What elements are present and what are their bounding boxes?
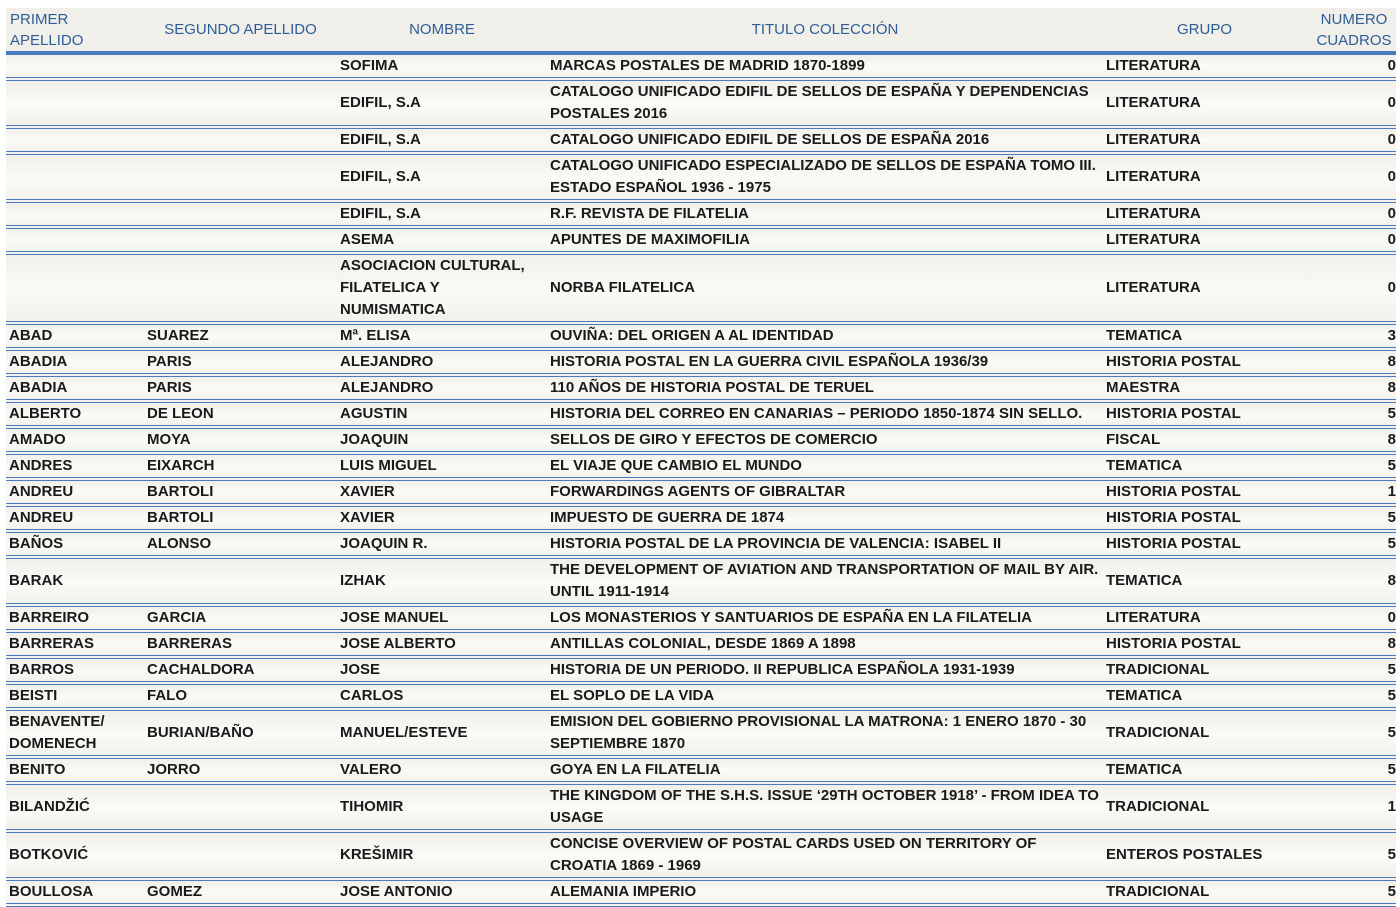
cell-nombre: SOFIMA [337, 53, 547, 79]
cell-grupo: LITERATURA [1103, 127, 1306, 153]
cell-segundo-apellido: BARTOLI [144, 479, 337, 505]
cell-primer-apellido: ANDREU [6, 505, 144, 531]
header-nombre: NOMBRE [337, 8, 547, 53]
cell-titulo: 110 AÑOS DE HISTORIA POSTAL DE TERUEL [547, 375, 1103, 401]
cell-segundo-apellido [144, 53, 337, 79]
cell-numero-cuadros: 0 [1306, 53, 1396, 79]
cell-segundo-apellido [144, 227, 337, 253]
cell-primer-apellido: BENITO [6, 757, 144, 783]
cell-titulo: HISTORIA DE UN PERIODO. II REPUBLICA ESPAÑOLA 1931-1939 [547, 657, 1103, 683]
cell-numero-cuadros: 0 [1306, 201, 1396, 227]
cell-numero-cuadros: 8 [1306, 631, 1396, 657]
cell-titulo: EMISION DEL GOBIERNO PROVISIONAL LA MATRONA: 1 ENERO 1870 - 30 SEPTIEMBRE 1870 [547, 709, 1103, 757]
cell-segundo-apellido: DE LEON [144, 401, 337, 427]
cell-titulo: MARCAS POSTALES DE MADRID 1870-1899 [547, 53, 1103, 79]
cell-primer-apellido: BARROS [6, 657, 144, 683]
cell-titulo: FORWARDINGS AGENTS OF GIBRALTAR [547, 479, 1103, 505]
cell-primer-apellido [6, 53, 144, 79]
cell-titulo: THE KINGDOM OF THE S.H.S. ISSUE ‘29TH OCTOBER 1918’ - FROM IDEA TO USAGE [547, 783, 1103, 831]
cell-grupo: LITERATURA [1103, 201, 1306, 227]
cell-primer-apellido: AMADO [6, 427, 144, 453]
cell-segundo-apellido: PARIS [144, 375, 337, 401]
cell-grupo: LITERATURA [1103, 79, 1306, 127]
cell-primer-apellido [6, 79, 144, 127]
cell-segundo-apellido: MOYA [144, 427, 337, 453]
cell-numero-cuadros: 5 [1306, 657, 1396, 683]
cell-numero-cuadros: 0 [1306, 127, 1396, 153]
cell-primer-apellido: BAÑOS [6, 531, 144, 557]
cell-grupo: TEMATICA [1103, 323, 1306, 349]
cell-grupo: TRADICIONAL [1103, 657, 1306, 683]
cell-nombre: JOAQUIN [337, 427, 547, 453]
cell-grupo: HISTORIA POSTAL [1103, 631, 1306, 657]
cell-nombre: EDIFIL, S.A [337, 153, 547, 201]
cell-segundo-apellido [144, 557, 337, 605]
table-row [6, 453, 1396, 479]
cell-titulo: CATALOGO UNIFICADO EDIFIL DE SELLOS DE ESPAÑA Y DEPENDENCIAS POSTALES 2016 [547, 79, 1103, 127]
cell-numero-cuadros: 5 [1306, 831, 1396, 879]
cell-nombre: JOSE ALBERTO [337, 631, 547, 657]
cell-titulo: IMPUESTO DE GUERRA DE 1874 [547, 505, 1103, 531]
cell-primer-apellido: BARREIRO [6, 605, 144, 631]
cell-nombre: JOSE [337, 657, 547, 683]
cell-primer-apellido: BARAK [6, 557, 144, 605]
cell-primer-apellido: ABADIA [6, 349, 144, 375]
cell-titulo: SELLOS DE GIRO Y EFECTOS DE COMERCIO [547, 427, 1103, 453]
cell-segundo-apellido [144, 253, 337, 323]
cell-titulo: APUNTES DE MAXIMOFILIA [547, 227, 1103, 253]
cell-segundo-apellido [144, 127, 337, 153]
cell-nombre: ASEMA [337, 227, 547, 253]
cell-segundo-apellido: FALO [144, 683, 337, 709]
cell-primer-apellido: ALBERTO [6, 401, 144, 427]
cell-primer-apellido: BOULLOSA [6, 879, 144, 905]
cell-grupo: TEMATICA [1103, 557, 1306, 605]
cell-numero-cuadros: 8 [1306, 557, 1396, 605]
table-row [6, 783, 1396, 831]
cell-segundo-apellido: CACHALDORA [144, 657, 337, 683]
cell-nombre: Mª. ELISA [337, 323, 547, 349]
table-row [6, 757, 1396, 783]
table-row [6, 79, 1396, 127]
cell-grupo: HISTORIA POSTAL [1103, 479, 1306, 505]
cell-titulo: CATALOGO UNIFICADO EDIFIL DE SELLOS DE ESPAÑA 2016 [547, 127, 1103, 153]
cell-grupo: ENTEROS POSTALES [1103, 831, 1306, 879]
cell-titulo: OUVIÑA: DEL ORIGEN A AL IDENTIDAD [547, 323, 1103, 349]
cell-numero-cuadros: 5 [1306, 757, 1396, 783]
cell-numero-cuadros: 0 [1306, 253, 1396, 323]
cell-grupo: TRADICIONAL [1103, 783, 1306, 831]
cell-grupo: LITERATURA [1103, 605, 1306, 631]
cell-nombre: EDIFIL, S.A [337, 201, 547, 227]
cell-segundo-apellido [144, 831, 337, 879]
cell-grupo: LITERATURA [1103, 53, 1306, 79]
header-primer-apellido: PRIMER APELLIDO [6, 8, 144, 53]
cell-numero-cuadros: 8 [1306, 349, 1396, 375]
cell-segundo-apellido [144, 153, 337, 201]
table-row [6, 505, 1396, 531]
cell-grupo: MAESTRA [1103, 375, 1306, 401]
cell-titulo: THE DEVELOPMENT OF AVIATION AND TRANSPORTATION OF MAIL BY AIR. UNTIL 1911-1914 [547, 557, 1103, 605]
cell-segundo-apellido: JORRO [144, 757, 337, 783]
cell-nombre: JOSE MANUEL [337, 605, 547, 631]
table-row [6, 557, 1396, 605]
table-row [6, 631, 1396, 657]
cell-segundo-apellido [144, 783, 337, 831]
cell-nombre: IZHAK [337, 557, 547, 605]
cell-primer-apellido: ABAD [6, 323, 144, 349]
table-body [6, 53, 1396, 905]
cell-primer-apellido [6, 227, 144, 253]
cell-grupo: TEMATICA [1103, 453, 1306, 479]
cell-primer-apellido: BENAVENTE/ DOMENECH [6, 709, 144, 757]
collections-table [6, 8, 1396, 907]
cell-nombre: TIHOMIR [337, 783, 547, 831]
cell-primer-apellido: BEISTI [6, 683, 144, 709]
cell-numero-cuadros: 5 [1306, 531, 1396, 557]
cell-grupo: LITERATURA [1103, 227, 1306, 253]
cell-segundo-apellido: GARCIA [144, 605, 337, 631]
cell-titulo: ALEMANIA IMPERIO [547, 879, 1103, 905]
cell-titulo: CONCISE OVERVIEW OF POSTAL CARDS USED ON TERRITORY OF CROATIA 1869 - 1969 [547, 831, 1103, 879]
table-row [6, 831, 1396, 879]
table-row [6, 709, 1396, 757]
cell-segundo-apellido: ALONSO [144, 531, 337, 557]
table-row [6, 227, 1396, 253]
cell-primer-apellido [6, 127, 144, 153]
cell-primer-apellido: BILANDŽIĆ [6, 783, 144, 831]
cell-segundo-apellido: BARTOLI [144, 505, 337, 531]
header-numero-line1: NUMERO [1320, 10, 1388, 28]
cell-numero-cuadros: 1 [1306, 479, 1396, 505]
cell-segundo-apellido: SUAREZ [144, 323, 337, 349]
cell-segundo-apellido: BURIAN/BAÑO [144, 709, 337, 757]
cell-grupo: FISCAL [1103, 427, 1306, 453]
table-row [6, 127, 1396, 153]
cell-numero-cuadros: 5 [1306, 879, 1396, 905]
cell-numero-cuadros: 0 [1306, 605, 1396, 631]
cell-titulo: NORBA FILATELICA [547, 253, 1103, 323]
cell-grupo: HISTORIA POSTAL [1103, 349, 1306, 375]
header-segundo-apellido: SEGUNDO APELLIDO [144, 8, 337, 53]
cell-primer-apellido: BARRERAS [6, 631, 144, 657]
table-row [6, 349, 1396, 375]
cell-grupo: LITERATURA [1103, 153, 1306, 201]
cell-grupo: TEMATICA [1103, 757, 1306, 783]
cell-nombre: AGUSTIN [337, 401, 547, 427]
cell-nombre: JOSE ANTONIO [337, 879, 547, 905]
cell-primer-apellido: ANDRES [6, 453, 144, 479]
cell-nombre: XAVIER [337, 479, 547, 505]
cell-grupo: HISTORIA POSTAL [1103, 531, 1306, 557]
cell-grupo: TRADICIONAL [1103, 879, 1306, 905]
cell-titulo: CATALOGO UNIFICADO ESPECIALIZADO DE SELLOS DE ESPAÑA TOMO III. ESTADO ESPAÑOL 1936 - 1975 [547, 153, 1103, 201]
cell-grupo: HISTORIA POSTAL [1103, 401, 1306, 427]
cell-segundo-apellido: EIXARCH [144, 453, 337, 479]
table-row [6, 201, 1396, 227]
header-titulo: TITULO COLECCIÓN [547, 8, 1103, 53]
cell-segundo-apellido: BARRERAS [144, 631, 337, 657]
table-row [6, 53, 1396, 79]
cell-nombre: KREŠIMIR [337, 831, 547, 879]
cell-numero-cuadros: 5 [1306, 709, 1396, 757]
cell-primer-apellido [6, 201, 144, 227]
cell-nombre: ASOCIACION CULTURAL, FILATELICA Y NUMISMATICA [337, 253, 547, 323]
cell-nombre: ALEJANDRO [337, 349, 547, 375]
table-row [6, 683, 1396, 709]
cell-titulo: EL VIAJE QUE CAMBIO EL MUNDO [547, 453, 1103, 479]
table-row [6, 427, 1396, 453]
cell-numero-cuadros: 5 [1306, 453, 1396, 479]
cell-segundo-apellido [144, 201, 337, 227]
header-numero-cuadros [1306, 8, 1396, 53]
cell-segundo-apellido: PARIS [144, 349, 337, 375]
cell-titulo: HISTORIA POSTAL DE LA PROVINCIA DE VALENCIA: ISABEL II [547, 531, 1103, 557]
table-row [6, 531, 1396, 557]
cell-numero-cuadros: 5 [1306, 683, 1396, 709]
cell-titulo: GOYA EN LA FILATELIA [547, 757, 1103, 783]
cell-primer-apellido: BOTKOVIĆ [6, 831, 144, 879]
cell-nombre: ALEJANDRO [337, 375, 547, 401]
cell-grupo: HISTORIA POSTAL [1103, 505, 1306, 531]
table-row [6, 375, 1396, 401]
cell-nombre: XAVIER [337, 505, 547, 531]
table-row [6, 253, 1396, 323]
table-row [6, 657, 1396, 683]
cell-segundo-apellido [144, 79, 337, 127]
cell-grupo: TEMATICA [1103, 683, 1306, 709]
cell-numero-cuadros: 0 [1306, 153, 1396, 201]
cell-titulo: HISTORIA POSTAL EN LA GUERRA CIVIL ESPAÑOLA 1936/39 [547, 349, 1103, 375]
table-row [6, 879, 1396, 905]
cell-nombre: JOAQUIN R. [337, 531, 547, 557]
cell-nombre: EDIFIL, S.A [337, 79, 547, 127]
header-row [6, 8, 1396, 53]
cell-titulo: R.F. REVISTA DE FILATELIA [547, 201, 1103, 227]
table-row [6, 479, 1396, 505]
table-row [6, 605, 1396, 631]
cell-nombre: MANUEL/ESTEVE [337, 709, 547, 757]
cell-numero-cuadros: 8 [1306, 375, 1396, 401]
cell-numero-cuadros: 8 [1306, 427, 1396, 453]
cell-titulo: LOS MONASTERIOS Y SANTUARIOS DE ESPAÑA EN LA FILATELIA [547, 605, 1103, 631]
cell-numero-cuadros: 0 [1306, 227, 1396, 253]
cell-titulo: HISTORIA DEL CORREO EN CANARIAS – PERIODO 1850-1874 SIN SELLO. [547, 401, 1103, 427]
cell-numero-cuadros: 5 [1306, 505, 1396, 531]
cell-primer-apellido [6, 253, 144, 323]
cell-numero-cuadros: 5 [1306, 401, 1396, 427]
cell-nombre: VALERO [337, 757, 547, 783]
cell-nombre: CARLOS [337, 683, 547, 709]
header-grupo: GRUPO [1103, 8, 1306, 53]
cell-grupo: LITERATURA [1103, 253, 1306, 323]
cell-grupo: TRADICIONAL [1103, 709, 1306, 757]
cell-primer-apellido [6, 153, 144, 201]
table-row [6, 401, 1396, 427]
cell-numero-cuadros: 1 [1306, 783, 1396, 831]
cell-nombre: LUIS MIGUEL [337, 453, 547, 479]
table-row [6, 153, 1396, 201]
table-row [6, 323, 1396, 349]
table-header [6, 8, 1396, 53]
cell-numero-cuadros: 3 [1306, 323, 1396, 349]
header-numero-line2: CUADROS [1316, 31, 1392, 49]
cell-primer-apellido: ABADIA [6, 375, 144, 401]
cell-primer-apellido: ANDREU [6, 479, 144, 505]
cell-segundo-apellido: GOMEZ [144, 879, 337, 905]
collection-table-page [6, 8, 1396, 907]
cell-nombre: EDIFIL, S.A [337, 127, 547, 153]
cell-titulo: EL SOPLO DE LA VIDA [547, 683, 1103, 709]
cell-titulo: ANTILLAS COLONIAL, DESDE 1869 A 1898 [547, 631, 1103, 657]
cell-numero-cuadros: 0 [1306, 79, 1396, 127]
